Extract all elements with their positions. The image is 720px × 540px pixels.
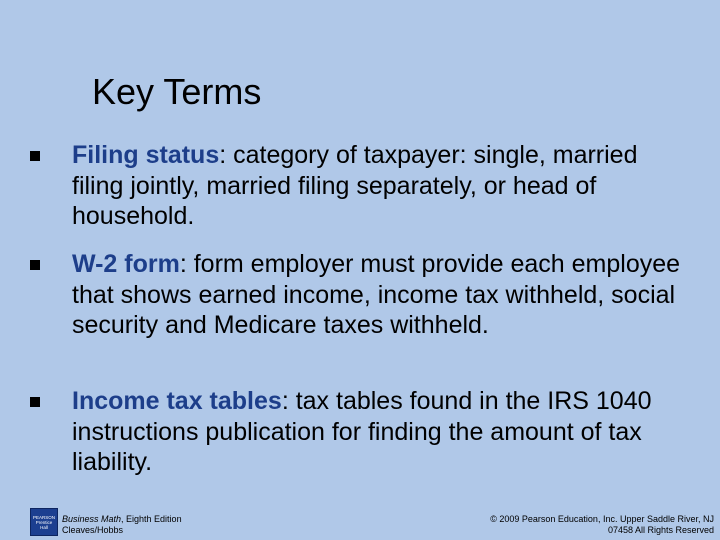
term-definition: : form employer must provide each employee that shows earned income, income tax withheld, social security and Medicare taxes withheld. bbox=[72, 250, 681, 339]
book-title: Business Math bbox=[62, 514, 122, 524]
book-title-line bbox=[62, 514, 182, 525]
rights-line: 07458 All Rights Reserved bbox=[607, 525, 714, 535]
slide-footer bbox=[0, 500, 720, 540]
term-name: Filing status bbox=[72, 141, 220, 169]
logo-text: Hall bbox=[40, 524, 48, 530]
square-bullet-icon bbox=[30, 260, 40, 270]
square-bullet-icon bbox=[30, 151, 40, 161]
book-authors: Cleaves/Hobbs bbox=[62, 525, 124, 535]
logo-text: Prentice bbox=[35, 519, 53, 525]
term-text bbox=[72, 140, 690, 232]
term-name: W-2 form bbox=[72, 250, 180, 278]
book-edition: , Eighth Edition bbox=[121, 514, 182, 524]
term-text bbox=[72, 386, 690, 478]
term-definition: : tax tables found in the IRS 1040 instructions publication for finding the amount of tax liability. bbox=[72, 387, 652, 476]
term-name: Income tax tables bbox=[72, 387, 282, 415]
term-text bbox=[72, 249, 690, 341]
copyright-line: © 2009 Pearson Education, Inc. Upper Saddle River, NJ bbox=[490, 514, 714, 524]
book-citation bbox=[62, 514, 182, 536]
slide-title: Key Terms bbox=[92, 71, 262, 112]
term-definition: : category of taxpayer: single, married filing jointly, married filing separately, or head of household. bbox=[72, 141, 638, 230]
logo-text: PEARSON bbox=[32, 514, 55, 520]
pearson-logo-icon bbox=[30, 508, 58, 536]
square-bullet-icon bbox=[30, 397, 40, 407]
copyright-notice bbox=[490, 514, 714, 536]
